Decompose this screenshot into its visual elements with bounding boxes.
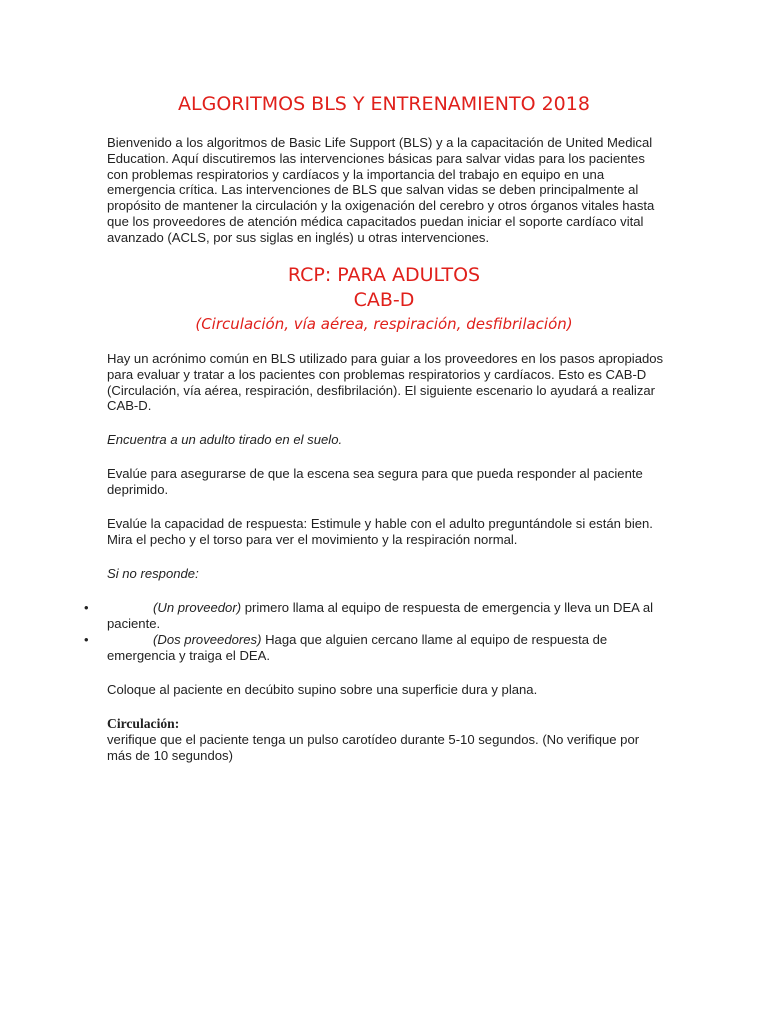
responsiveness-step: Evalúe la capacidad de respuesta: Estimule y hable con el adulto preguntándole si están bien. Mira el pecho y el torso para ver el movimiento y la respiración normal. — [107, 516, 653, 547]
bullet-item-one-provider — [107, 600, 667, 632]
intro-paragraph: Bienvenido a los algoritmos de Basic Life Support (BLS) y a la capacitación de United Medical Education. Aquí discutiremos las intervenciones básicas para salvar vidas para los pacientes con problemas respiratorios y cardíacos y la importancia del trabajo en equipo en una emergencia crítica. Las intervenciones de BLS que salvan vidas se deben principalmente al propósito de mantener la circulación y la oxigenación del cerebro y otros órganos vitales hasta que los proveedores de atención médica capacitados puedan iniciar el soporte cardíaco vital avanzado (ACLS, por sus siglas en inglés) u otras intervenciones. — [107, 135, 655, 245]
circulation-block — [107, 716, 667, 763]
bullet-item-two-providers — [107, 632, 667, 664]
bullet-text-continued: emergencia y traiga el DEA. — [107, 647, 271, 663]
circulation-label: Circulación: — [107, 716, 180, 731]
bullet-text: primero llama al equipo de respuesta de emergencia y lleva un DEA al — [241, 600, 654, 615]
bullet-marker: • — [84, 600, 89, 615]
document-title: ALGORITMOS BLS Y ENTRENAMIENTO 2018 — [178, 93, 590, 115]
acronym-paragraph: Hay un acrónimo común en BLS utilizado para guiar a los proveedores en los pasos apropiados para evaluar y tratar a los pacientes con problemas respiratorios y cardíacos. Esto es CAB-D (Circulación, vía aérea, respiración, desfibrilación). El siguiente escenario lo ayudará a realizar CAB-D. — [107, 351, 664, 414]
scenario-text: Encuentra a un adulto tirado en el suelo. — [107, 432, 343, 447]
scene-safety-step: Evalúe para asegurarse de que la escena sea segura para que pueda responder al paciente deprimido. — [107, 466, 643, 497]
no-response-label: Si no responde: — [107, 566, 199, 581]
bullet-text: Haga que alguien cercano llame al equipo de respuesta de — [261, 632, 608, 647]
section-title: RCP: PARA ADULTOS — [287, 264, 481, 286]
bullet-lead: (Un proveedor) — [153, 600, 242, 615]
bullet-marker: • — [84, 632, 89, 647]
section-subtitle: (Circulación, vía aérea, respiración, desfibrilación) — [195, 315, 573, 333]
bullet-lead: (Dos proveedores) — [153, 632, 262, 647]
bullet-text-continued: paciente. — [107, 615, 161, 631]
section-acronym: CAB-D — [353, 289, 415, 311]
circulation-text: verifique que el paciente tenga un pulso carotídeo durante 5-10 segundos. (No verifique por más de 10 segundos) — [107, 731, 640, 763]
position-step: Coloque al paciente en decúbito supino sobre una superficie dura y plana. — [107, 682, 538, 697]
